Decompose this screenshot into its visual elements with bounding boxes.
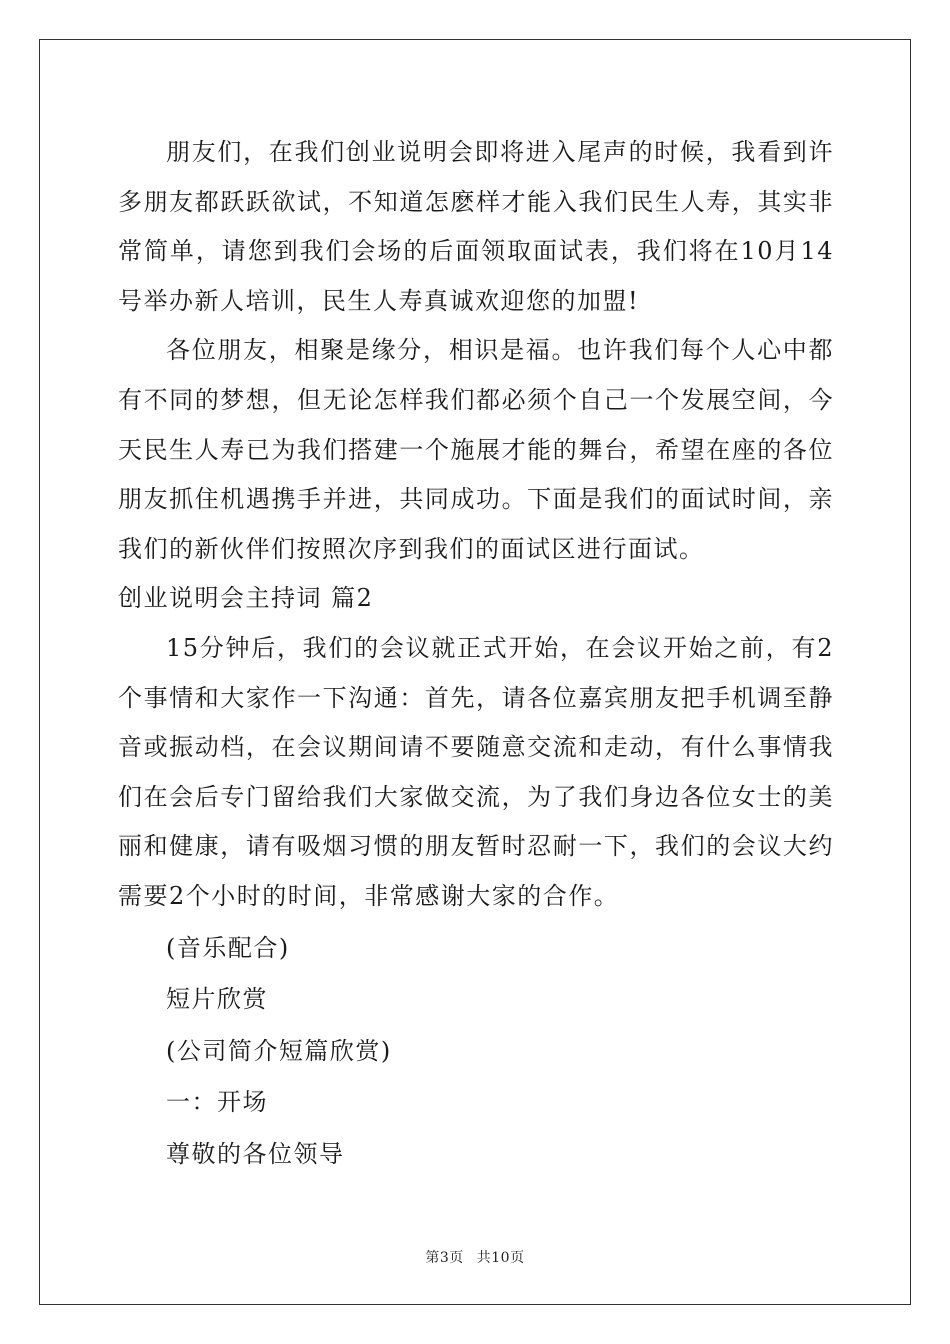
line-greeting: 尊敬的各位领导 [166, 1139, 345, 1168]
line-short-film: 短片欣赏 [166, 985, 268, 1014]
page-footer [0, 1247, 950, 1267]
line-music: (音乐配合) [166, 933, 290, 962]
paragraph-closing-invitation: 朋友们，在我们创业说明会即将进入尾声的时候，我看到许多朋友都跃跃欲试，不知道怎麽样才能入我们民生人寿，其实非常简单，请您到我们会场的后面领取面试表，我们将在10月14号举办新人培训，民生人寿真诚欢迎您的加盟! [118, 138, 834, 315]
line-opening: 一：开场 [166, 1088, 268, 1117]
page-number: 第3页 [425, 1250, 464, 1266]
document-body [118, 128, 834, 1179]
paragraph-interview-notice: 各位朋友，相聚是缘分，相识是福。也许我们每个人心中都有不同的梦想，但无论怎样我们都必须个自己一个发展空间，今天民生人寿已为我们搭建一个施展才能的舞台，希望在座的各位朋友抓住机遇携手并进，共同成功。下面是我们的面试时间，亲我们的新伙伴们按照次序到我们的面试区进行面试。 [118, 336, 834, 563]
line-company-intro: (公司简介短篇欣赏) [166, 1036, 392, 1065]
page-total: 共10页 [476, 1250, 525, 1266]
section-heading: 创业说明会主持词 篇2 [118, 584, 374, 613]
paragraph-meeting-notice: 15分钟后，我们的会议就正式开始，在会议开始之前，有2个事情和大家作一下沟通：首先，请各位嘉宾朋友把手机调至静音或振动档，在会议期间请不要随意交流和走动，有什么事情我们在会后专门留给我们大家做交流，为了我们身边各位女士的美丽和健康，请有吸烟习惯的朋友暂时忍耐一下，我们的会议大约需要2个小时的时间，非常感谢大家的合作。 [118, 633, 834, 910]
